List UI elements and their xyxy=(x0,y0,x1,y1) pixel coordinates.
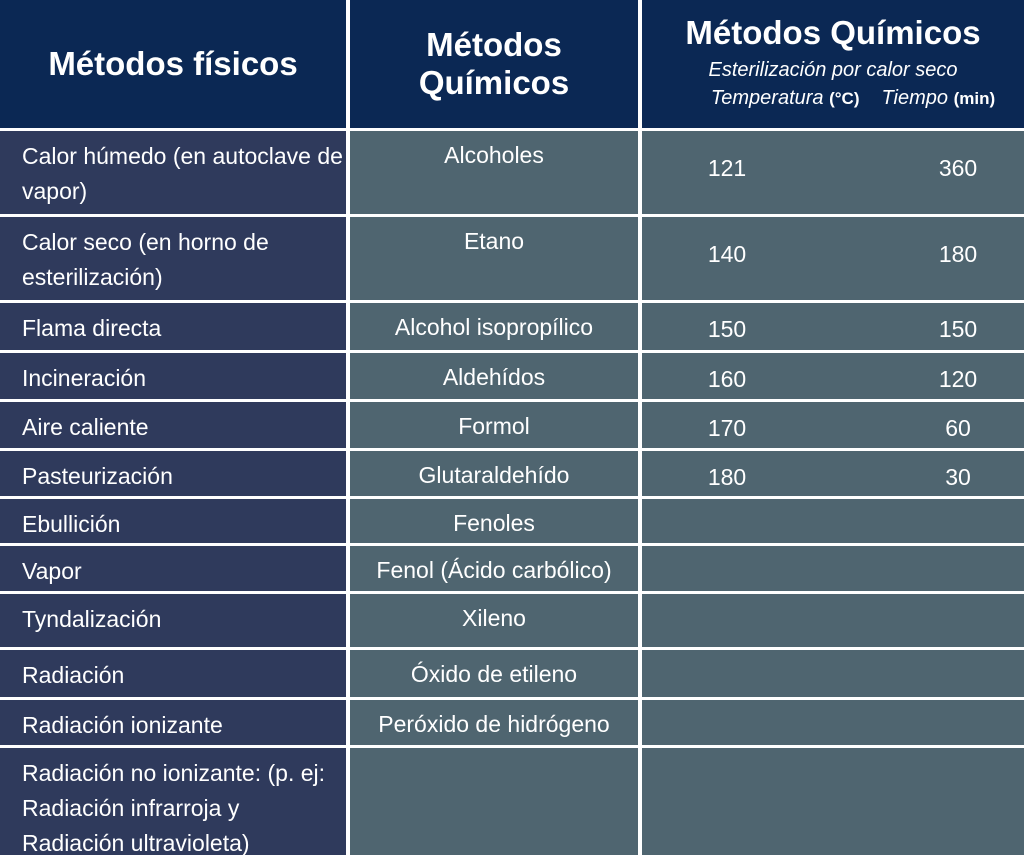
metodo-quimico-cell: Xileno xyxy=(350,594,642,650)
metodo-quimico-cell: Fenoles xyxy=(350,499,642,546)
metodo-fisico-cell: Pasteurización xyxy=(0,451,350,499)
metodo-quimico-cell: Aldehídos xyxy=(350,353,642,402)
calor-seco-cell xyxy=(642,353,1024,402)
temperature-value xyxy=(642,508,812,543)
time-value: 120 xyxy=(938,366,978,392)
time-value: 30 xyxy=(945,464,971,490)
metodo-fisico-cell: Calor húmedo (en autoclave de vapor) xyxy=(0,131,350,217)
calor-seco-cell xyxy=(642,451,1024,499)
temperature-value xyxy=(642,757,812,855)
calor-seco-cell xyxy=(642,217,1024,303)
time-value xyxy=(812,555,1024,591)
time-value xyxy=(812,659,1024,697)
metodo-quimico-cell: Formol xyxy=(350,402,642,451)
metodo-fisico-cell: Flama directa xyxy=(0,303,350,353)
calor-seco-cell xyxy=(642,546,1024,594)
header-col3-units xyxy=(671,84,995,113)
calor-seco-cell xyxy=(642,499,1024,546)
temperature-value xyxy=(642,555,812,591)
calor-seco-cell xyxy=(642,748,1024,855)
metodo-fisico-cell: Radiación no ionizante: (p. ej: Radiación infrarroja y Radiación ultravioleta) xyxy=(0,748,350,855)
metodo-quimico-cell: Peróxido de hidrógeno xyxy=(350,700,642,748)
temperature-value: 170 xyxy=(707,415,747,441)
metodo-fisico-cell: Incineración xyxy=(0,353,350,402)
temperature-value: 160 xyxy=(707,366,747,392)
metodo-quimico-cell: Etano xyxy=(350,217,642,303)
temperature-value xyxy=(642,709,812,745)
time-value xyxy=(812,603,1024,647)
temperature-value: 140 xyxy=(707,241,747,267)
temperature-value: 180 xyxy=(707,464,747,490)
temperature-header: Temperatura (°C) xyxy=(710,87,860,109)
temperature-value: 150 xyxy=(707,316,747,342)
time-value: 360 xyxy=(938,155,978,181)
temperature-value xyxy=(642,659,812,697)
metodo-fisico-cell: Tyndalización xyxy=(0,594,350,650)
calor-seco-cell xyxy=(642,131,1024,217)
time-header: Tiempo (min) xyxy=(881,87,996,109)
metodo-fisico-cell: Radiación xyxy=(0,650,350,700)
metodo-fisico-cell: Vapor xyxy=(0,546,350,594)
temperature-value xyxy=(642,603,812,647)
metodo-quimico-cell: Fenol (Ácido carbólico) xyxy=(350,546,642,594)
metodo-fisico-cell: Calor seco (en horno de esterilización) xyxy=(0,217,350,303)
calor-seco-cell xyxy=(642,700,1024,748)
calor-seco-cell xyxy=(642,594,1024,650)
time-value: 180 xyxy=(938,241,978,267)
metodo-quimico-cell: Óxido de etileno xyxy=(350,650,642,700)
header-col2-title: Métodos Químicos xyxy=(418,26,570,101)
header-metodos-quimicos xyxy=(350,0,642,131)
header-col1-title: Métodos físicos xyxy=(48,45,298,82)
time-value xyxy=(812,757,1024,855)
time-value: 60 xyxy=(945,415,971,441)
metodo-quimico-cell xyxy=(350,748,642,855)
metodo-quimico-cell: Glutaraldehído xyxy=(350,451,642,499)
metodo-fisico-cell: Radiación ionizante xyxy=(0,700,350,748)
time-value: 150 xyxy=(938,316,978,342)
metodo-quimico-cell: Alcoholes xyxy=(350,131,642,217)
header-col3-title: Métodos Químicos xyxy=(685,14,981,51)
header-metodos-fisicos xyxy=(0,0,350,131)
metodo-quimico-cell: Alcohol isopropílico xyxy=(350,303,642,353)
calor-seco-cell xyxy=(642,402,1024,451)
metodo-fisico-cell: Aire caliente xyxy=(0,402,350,451)
metodo-fisico-cell: Ebullición xyxy=(0,499,350,546)
calor-seco-cell xyxy=(642,650,1024,700)
calor-seco-cell xyxy=(642,303,1024,353)
header-col3-subtitle: Esterilización por calor seco xyxy=(708,59,958,81)
temperature-value: 121 xyxy=(707,155,747,181)
time-value xyxy=(812,709,1024,745)
time-value xyxy=(812,508,1024,543)
header-calor-seco xyxy=(642,0,1024,131)
